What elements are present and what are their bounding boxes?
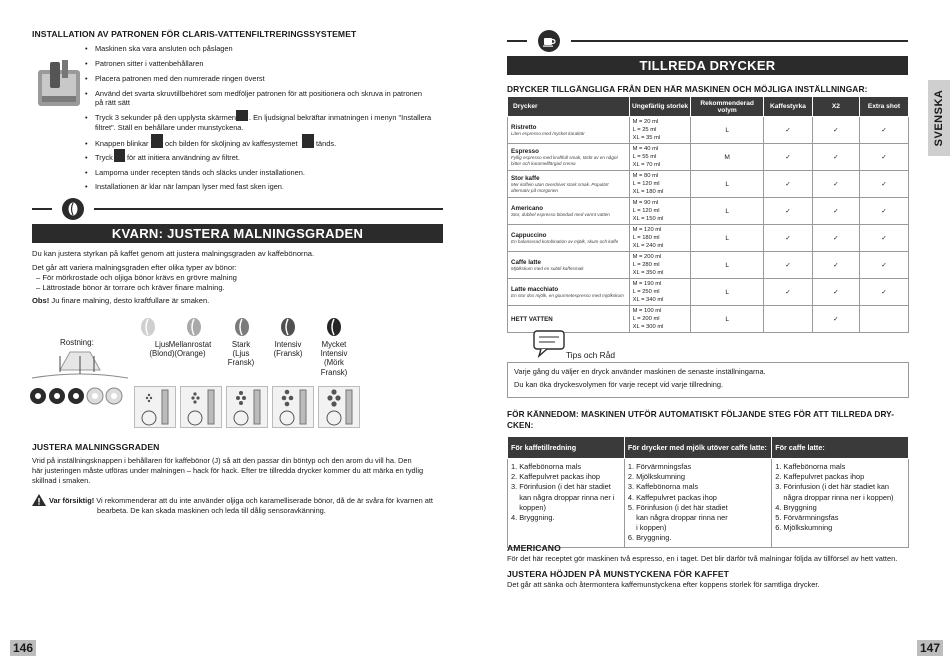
- coffee-strength-check: ✓: [763, 117, 812, 144]
- roast-level-line: Mycket: [321, 340, 347, 349]
- adjust-title: JUSTERA MALNINGSGRADEN: [32, 442, 160, 452]
- bean-icon: [62, 198, 84, 220]
- page-right: [475, 0, 950, 672]
- step-line: 6. Bryggning.: [627, 533, 672, 543]
- coffee-strength-check: ✓: [763, 171, 812, 198]
- drinks-table: [507, 96, 909, 333]
- size-line: M = 100 ml: [632, 308, 662, 314]
- step-line: 2. Kaffepulvret packas ihop: [511, 472, 601, 482]
- nozzle-height-title: JUSTERA HÖJDEN PÅ MUNSTYCKENA FÖR KAFFET: [507, 569, 730, 579]
- size-line: XL = 180 ml: [632, 189, 664, 195]
- bean-icon: [327, 318, 341, 336]
- install-bullet: • Använd det svarta skruvtillbehöret som medföljer patronen för att positionera och skruva in patronen: [95, 89, 440, 99]
- size-line: L = 200 ml: [632, 316, 660, 322]
- coffee-strength-check: ✓: [763, 144, 812, 171]
- roast-level-label: [164, 340, 216, 358]
- table-row: [508, 117, 909, 144]
- divider: [94, 208, 443, 210]
- step-line: 3. Kaffebönorna mals: [627, 482, 699, 492]
- size-line: L = 180 ml: [632, 235, 660, 241]
- x2-check: ✓: [812, 171, 859, 198]
- roast-label: Rostning:: [60, 338, 94, 347]
- step-line: några droppar rinna ner i koppen): [775, 492, 894, 502]
- tips-text: Varje gång du väljer en dryck använder maskinen de senaste inställningarna.: [514, 367, 766, 376]
- notice-title: CKEN:: [507, 421, 534, 430]
- col-header: Drycker: [508, 97, 630, 117]
- drink-name-cell: [508, 225, 630, 252]
- roast-level-line: (Ljus: [232, 349, 250, 359]
- grind-dial: [180, 386, 222, 428]
- step-line: 4. Bryggning.: [511, 513, 555, 523]
- grinder-band: KVARN: JUSTERA MALNINGSGRADEN: [32, 224, 443, 243]
- drink-name-cell: [508, 144, 630, 171]
- recommended-volume: L: [691, 279, 764, 306]
- drink-name: Espresso: [511, 148, 539, 156]
- size-line: M = 120 ml: [632, 227, 662, 233]
- tips-chat-icon: [533, 330, 565, 358]
- size-line: XL = 300 ml: [632, 324, 664, 330]
- coffee-strength-check: ✓: [763, 225, 812, 252]
- steps-table: [507, 436, 909, 548]
- drink-name: Latte macchiato: [511, 285, 559, 293]
- drink-name: Americano: [511, 204, 543, 212]
- drink-name-cell: [508, 171, 630, 198]
- roast-level-line: Intensiv: [274, 340, 302, 349]
- step-line: i koppen): [627, 523, 667, 533]
- size-line: M = 20 ml: [632, 119, 659, 125]
- drink-name-cell: [508, 306, 630, 333]
- recommended-volume: L: [691, 117, 764, 144]
- step-line: 2. Kaffepulvret packas ihop: [775, 472, 865, 482]
- col-header: Rekommenderad volym: [691, 97, 764, 117]
- roast-level-label: [262, 340, 314, 358]
- screen-button-icon: [236, 110, 248, 121]
- size-line: M = 40 ml: [632, 146, 659, 152]
- extra-shot-check: ✓: [859, 252, 908, 279]
- roast-level-label: [308, 340, 360, 377]
- bean-icon: [187, 318, 201, 336]
- roast-level-line: Fransk): [320, 367, 348, 377]
- table-row: [508, 279, 909, 306]
- notice-title: FÖR KÄNNEDOM: MASKINEN UTFÖR AUTOMATISKT FÖLJANDE STEG FÖR ATT TILLREDA DRY-: [507, 410, 895, 419]
- drink-description: En balanserad kombination av mjölk, skum och kaffe: [511, 238, 619, 244]
- grind-dial: [272, 386, 314, 428]
- roast-level-line: Intensiv: [320, 349, 348, 359]
- steps-header: För caffe latte:: [772, 437, 909, 459]
- drink-sizes: [629, 144, 691, 171]
- size-line: L = 280 ml: [632, 262, 660, 268]
- install-text: och bilden för sköljning av kaffesystemet: [165, 139, 298, 148]
- filter-icon: [114, 149, 125, 162]
- grind-dial: [134, 386, 176, 428]
- drink-name-cell: [508, 252, 630, 279]
- steps-col: [624, 459, 771, 548]
- install-bullet: • Tryck 3 sekunder på den upplysta skärmen: [95, 113, 236, 123]
- step-line: 1. Kaffebönorna mals: [775, 462, 846, 471]
- step-line: 2. Mjölkskumning: [627, 472, 685, 482]
- rinse-icon: [302, 134, 314, 148]
- col-header: Extra shot: [859, 97, 908, 117]
- step-line: 4. Bryggning: [775, 502, 817, 512]
- steps-header: För drycker med mjölk utöver caffe latte:: [624, 437, 771, 459]
- step-line: koppen): [511, 502, 546, 512]
- x2-check: ✓: [812, 117, 859, 144]
- divider: [571, 40, 908, 42]
- size-line: M = 190 ml: [632, 281, 662, 287]
- table-row: [508, 198, 909, 225]
- x2-check: ✓: [812, 252, 859, 279]
- grinder-dash: – För mörkrostade och oljiga bönor krävs en grövre malning: [36, 273, 237, 282]
- extra-shot-check: ✓: [859, 117, 908, 144]
- nozzle-height-text: Det går att sänka och återmontera kaffemunstyckena efter koppens storlek för samtliga drycker.: [507, 580, 820, 589]
- drink-sizes: [629, 198, 691, 225]
- step-line: 5. Förvärmningsfas: [775, 513, 839, 523]
- x2-check: ✓: [812, 225, 859, 252]
- drink-name: HETT VATTEN: [511, 315, 553, 323]
- size-line: XL = 35 ml: [632, 135, 661, 141]
- bean-icon: [281, 318, 295, 336]
- divider: [32, 208, 52, 210]
- drink-name: Cappuccino: [511, 231, 547, 239]
- install-bullet: • Knappen blinkar: [95, 139, 148, 149]
- step-line: 5. Förinfusion (i det här stadiet: [627, 502, 728, 512]
- drink-name: Ristretto: [511, 123, 537, 131]
- drink-description: Fyllig espresso med kraftfull smak, täckt av en något bitter och karamellfärgad crema: [511, 155, 618, 166]
- size-line: L = 120 ml: [632, 181, 660, 187]
- roast-beans: [136, 316, 356, 338]
- tips-title: Tips och Råd: [563, 350, 618, 360]
- adjust-text: här justeringen måste utföras under malningen – hack för hack. Efter tre tillredda drycker kommer du att märka en tydlig: [32, 466, 424, 475]
- drink-sizes: [629, 225, 691, 252]
- drink-name-cell: [508, 198, 630, 225]
- grinder-intro: Du kan justera styrkan på kaffet genom att justera malningsgraden av kaffebönorna.: [32, 249, 315, 258]
- drink-description: Mjölkskum med en subtil kaffesmak: [511, 265, 584, 271]
- extra-shot-check: ✓: [859, 144, 908, 171]
- x2-check: ✓: [812, 279, 859, 306]
- install-bullet: • Maskinen ska vara ansluten och påslagen: [95, 44, 233, 54]
- grinder-dash: – Lättrostade bönor är torrare och kräver finare malning.: [36, 283, 225, 292]
- coffee-strength-check: ✓: [763, 279, 812, 306]
- recommended-volume: L: [691, 252, 764, 279]
- size-line: L = 25 ml: [632, 127, 657, 133]
- page-number: 147: [917, 640, 943, 656]
- roast-level-line: Mellanrostat: [168, 340, 212, 349]
- recommended-volume: L: [691, 171, 764, 198]
- coffee-strength-check: ✓: [763, 252, 812, 279]
- size-line: XL = 240 ml: [632, 243, 664, 249]
- drink-name: Stor kaffe: [511, 175, 540, 183]
- adjust-text: skillnad i smaken.: [32, 476, 91, 485]
- size-line: XL = 70 ml: [632, 162, 661, 168]
- drink-sizes: [629, 279, 691, 306]
- drink-description: Stor, dubbel espresso blandad med varmt vatten: [511, 211, 610, 217]
- install-text: tänds.: [316, 139, 337, 148]
- grinder-obs: Obs! Ju finare malning, desto kraftfullare är smaken.: [32, 296, 210, 305]
- step-line: 3. Förinfusion (i det här stadiet: [511, 482, 611, 492]
- size-line: XL = 150 ml: [632, 216, 664, 222]
- step-line: kan några droppar rinna ner i: [511, 492, 615, 502]
- recommended-volume: M: [691, 144, 764, 171]
- size-line: M = 200 ml: [632, 254, 662, 260]
- drinks-band: TILLREDA DRYCKER: [507, 56, 908, 75]
- roast-level-line: Stark: [231, 340, 251, 349]
- steps-header: För kaffetillredning: [508, 437, 625, 459]
- drink-description: Liten espresso med mycket karaktär: [511, 130, 585, 136]
- table-row: [508, 225, 909, 252]
- extra-shot-check: ✓: [859, 198, 908, 225]
- roast-level-line: Ljus: [154, 340, 170, 349]
- install-bullet: • Placera patronen med den numrerade ringen överst: [95, 74, 265, 84]
- install-bullet: • Tryck: [95, 153, 113, 163]
- step-line: 3. Förinfusion (i det här stadiet kan: [775, 482, 889, 492]
- coffee-strength-check: ✓: [763, 198, 812, 225]
- install-title: INSTALLATION AV PATRONEN FÖR CLARIS-VATTENFILTRERINGSSYSTEMET: [32, 29, 357, 39]
- warning-icon: [32, 494, 46, 506]
- americano-title: AMERICANO: [507, 543, 561, 553]
- roast-level-line: Fransk): [227, 358, 255, 368]
- grind-dial: [318, 386, 360, 428]
- drink-description: Mer koffein utan överdrivet stark smak. Populärt alternativ på morgonen: [511, 182, 609, 193]
- step-line: 1. Kaffebönorna mals: [511, 462, 582, 471]
- step-line: 6. Mjölkskumning: [775, 523, 833, 533]
- step-line: kan några droppar rinna ner: [627, 513, 728, 523]
- size-line: XL = 340 ml: [632, 297, 664, 303]
- bean-icon: [141, 318, 155, 336]
- extra-shot-check: ✓: [859, 279, 908, 306]
- coffee-strength-check: [763, 306, 812, 333]
- install-text: på rätt sätt: [95, 98, 130, 107]
- drinks-table-title: DRYCKER TILLGÄNGLIGA FRÅN DEN HÄR MASKINEN OCH MÖJLIGA INSTÄLLNINGAR:: [507, 84, 868, 94]
- size-line: L = 55 ml: [632, 154, 657, 160]
- install-bullet: • Lamporna under recepten tänds och släcks under installationen.: [95, 168, 305, 178]
- size-line: L = 120 ml: [632, 208, 660, 214]
- grinder-dial-diagram: [30, 350, 130, 410]
- extra-shot-check: ✓: [859, 225, 908, 252]
- size-line: L = 250 ml: [632, 289, 660, 295]
- extra-shot-check: [859, 306, 908, 333]
- step-line: 4. Kaffepulvret packas ihop: [627, 492, 717, 502]
- steps-col: [508, 459, 625, 548]
- table-row: [508, 306, 909, 333]
- x2-check: ✓: [812, 306, 859, 333]
- drink-name-cell: [508, 279, 630, 306]
- filter-icon: [151, 134, 163, 148]
- drink-sizes: [629, 117, 691, 144]
- grind-dial: [226, 386, 268, 428]
- step-line: 1. Förvärmningsfas: [627, 462, 692, 471]
- americano-text: För det här receptet gör maskinen två espresso, en i taget. Det blir därför två malningar följda av tillförsel av hett vatten.: [507, 554, 898, 563]
- tips-text: Du kan öka dryckesvolymen för varje recept vid varje tillredning.: [514, 380, 724, 389]
- table-row: [508, 171, 909, 198]
- install-bullet: • Installationen är klar när lampan lyser med fast sken igen.: [95, 182, 284, 192]
- col-header: X2: [812, 97, 859, 117]
- drink-sizes: [629, 306, 691, 333]
- adjust-text: Vrid på inställningsknappen i behållaren för kaffebönor (J) så att den passar din böntyp och den arom du vill ha. Den: [32, 456, 412, 465]
- roast-level-line: (Fransk): [273, 349, 303, 359]
- warning-text: bearbeta. De kan skada maskinen och leda till dålig sensoravkänning.: [97, 506, 326, 515]
- recommended-volume: L: [691, 225, 764, 252]
- size-line: M = 90 ml: [632, 200, 659, 206]
- recommended-volume: L: [691, 198, 764, 225]
- drink-description: En stor dos mjölk, en gourmetespresso med mjölkskum: [511, 292, 624, 298]
- x2-check: ✓: [812, 144, 859, 171]
- roast-level-label: [215, 340, 267, 368]
- drink-sizes: [629, 252, 691, 279]
- drink-name-cell: [508, 117, 630, 144]
- filter-cartridge-image: [36, 60, 82, 108]
- roast-level-line: (Mörk: [324, 358, 344, 368]
- grinder-vary: Det går att variera malningsgraden efter olika typer av bönor:: [32, 263, 237, 272]
- bean-icon: [235, 318, 249, 336]
- steps-col: [772, 459, 909, 548]
- page-number: 146: [10, 640, 36, 656]
- install-text: filtret". Ställ en behållare under munstyckena.: [95, 123, 244, 132]
- col-header: Ungefärlig storlek: [629, 97, 691, 117]
- install-text: för att initiera användning av filtret.: [127, 153, 240, 162]
- size-line: XL = 350 ml: [632, 270, 664, 276]
- install-text: . En ljudsignal bekräftar inmatningen i menyn "Installera: [249, 113, 432, 122]
- language-tab: SVENSKA: [928, 80, 950, 156]
- col-header: Kaffestyrka: [763, 97, 812, 117]
- cup-icon: [538, 30, 560, 52]
- x2-check: ✓: [812, 198, 859, 225]
- extra-shot-check: ✓: [859, 171, 908, 198]
- table-row: [508, 252, 909, 279]
- install-bullet: • Patronen sitter i vattenbehållaren: [95, 59, 203, 69]
- roast-level-line: (Orange): [174, 349, 206, 359]
- drink-name: Caffe latte: [511, 258, 541, 266]
- drink-sizes: [629, 171, 691, 198]
- roast-level-line: (Blond): [149, 349, 175, 359]
- size-line: M = 80 ml: [632, 173, 659, 179]
- divider: [507, 40, 527, 42]
- table-row: [508, 144, 909, 171]
- warning-text: Var försiktig! Vi rekommenderar att du inte använder oljiga och karamelliserade bönor, då de är svåra för kvarnen att: [49, 496, 433, 505]
- recommended-volume: L: [691, 306, 764, 333]
